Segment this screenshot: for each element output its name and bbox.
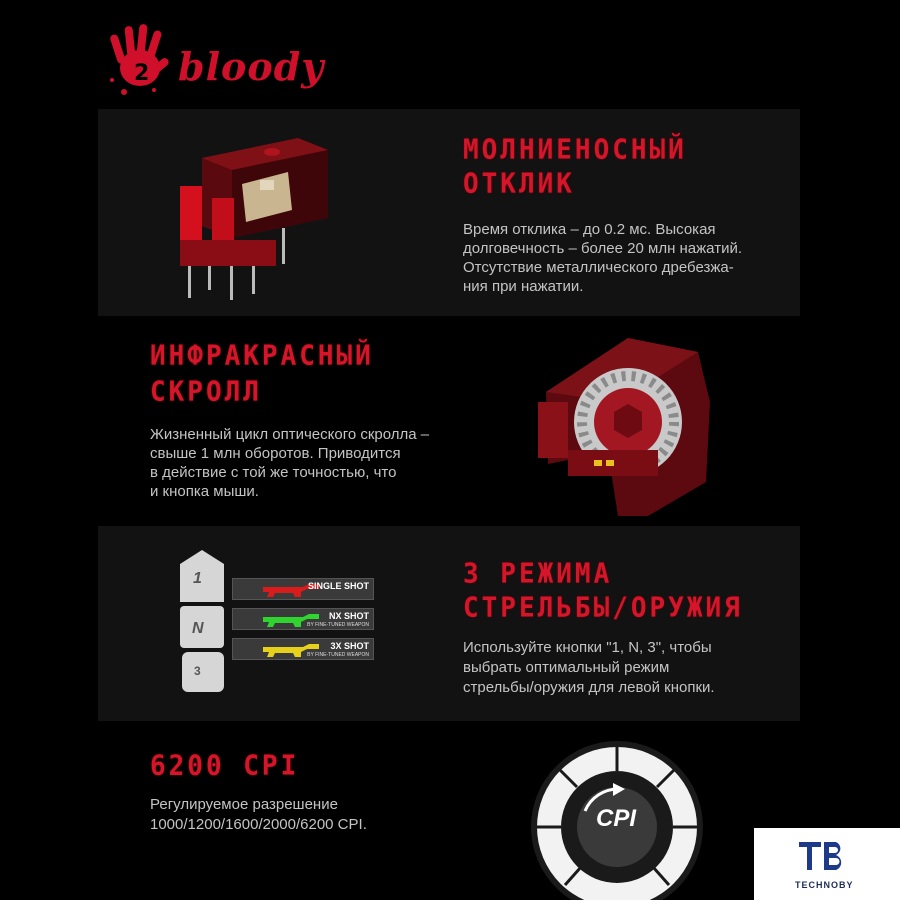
mode-nx-shot (232, 608, 374, 630)
feature-text-scroll-line2: свыше 1 млн оборотов. Приводится (150, 445, 401, 462)
watermark-text: TECHNOBY (795, 880, 854, 890)
mode-3x-shot-label: 3X SHOT (330, 641, 369, 651)
feature-title-fire-modes-line1: 3 РЕЖИМА (463, 558, 613, 590)
feature-text-scroll-line1: Жизненный цикл оптического скролла – (150, 426, 430, 443)
feature-title-response-line2: ОТКЛИК (463, 168, 575, 200)
scroll-wheel-icon (528, 332, 712, 518)
mode-button-3-label: 3 (194, 664, 201, 678)
tb-logo-icon (797, 838, 847, 874)
feature-title-cpi: 6200 CPI (150, 750, 300, 782)
mode-3x-shot (232, 638, 374, 660)
cpi-gauge-label: CPI (596, 805, 637, 832)
feature-title-scroll-line1: ИНФРАКРАСНЫЙ (150, 340, 374, 372)
mode-button-n-label: N (192, 620, 204, 637)
feature-title-response-line1: МОЛНИЕНОСНЫЙ (463, 134, 687, 166)
mode-button-1-label: 1 (193, 570, 202, 587)
feature-text-response-line1: Время отклика – до 0.2 мс. Высокая (463, 221, 716, 238)
mode-nx-shot-label: NX SHOT (328, 611, 369, 621)
mode-nx-shot-sub: BY FINE-TUNED WEAPON (307, 622, 369, 628)
feature-text-fire-modes-line1: Используйте кнопки "1, N, 3", чтобы (463, 639, 712, 656)
feature-text-cpi-line2: 1000/1200/1600/2000/6200 CPI. (150, 816, 367, 833)
switch-icon (168, 128, 334, 304)
feature-text-fire-modes-line2: выбрать оптимальный режим (463, 659, 670, 676)
feature-text-scroll-line4: и кнопка мыши. (150, 483, 259, 500)
red-hand-icon (104, 20, 174, 96)
feature-title-scroll-line2: СКРОЛЛ (150, 376, 262, 408)
feature-text-response-line3: Отсутствие металлического дребезжа- (463, 259, 734, 276)
mode-3x-shot-sub: BY FINE-TUNED WEAPON (307, 652, 369, 658)
feature-text-fire-modes-line3: стрельбы/оружия для левой кнопки. (463, 679, 715, 696)
feature-text-scroll-line3: в действие с той же точностью, что (150, 464, 397, 481)
feature-text-cpi-line1: Регулируемое разрешение (150, 796, 338, 813)
brand-logo-text: bloody (178, 44, 325, 89)
mode-single-shot (232, 578, 374, 600)
feature-text-response-line4: ния при нажатии. (463, 278, 584, 295)
feature-text-response-line2: долговечность – более 20 млн нажатий. (463, 240, 742, 257)
feature-title-fire-modes-line2: СТРЕЛЬБЫ/ОРУЖИЯ (463, 592, 743, 624)
svg-text:2: 2 (134, 61, 150, 86)
mode-single-shot-label: SINGLE SHOT (307, 581, 369, 591)
